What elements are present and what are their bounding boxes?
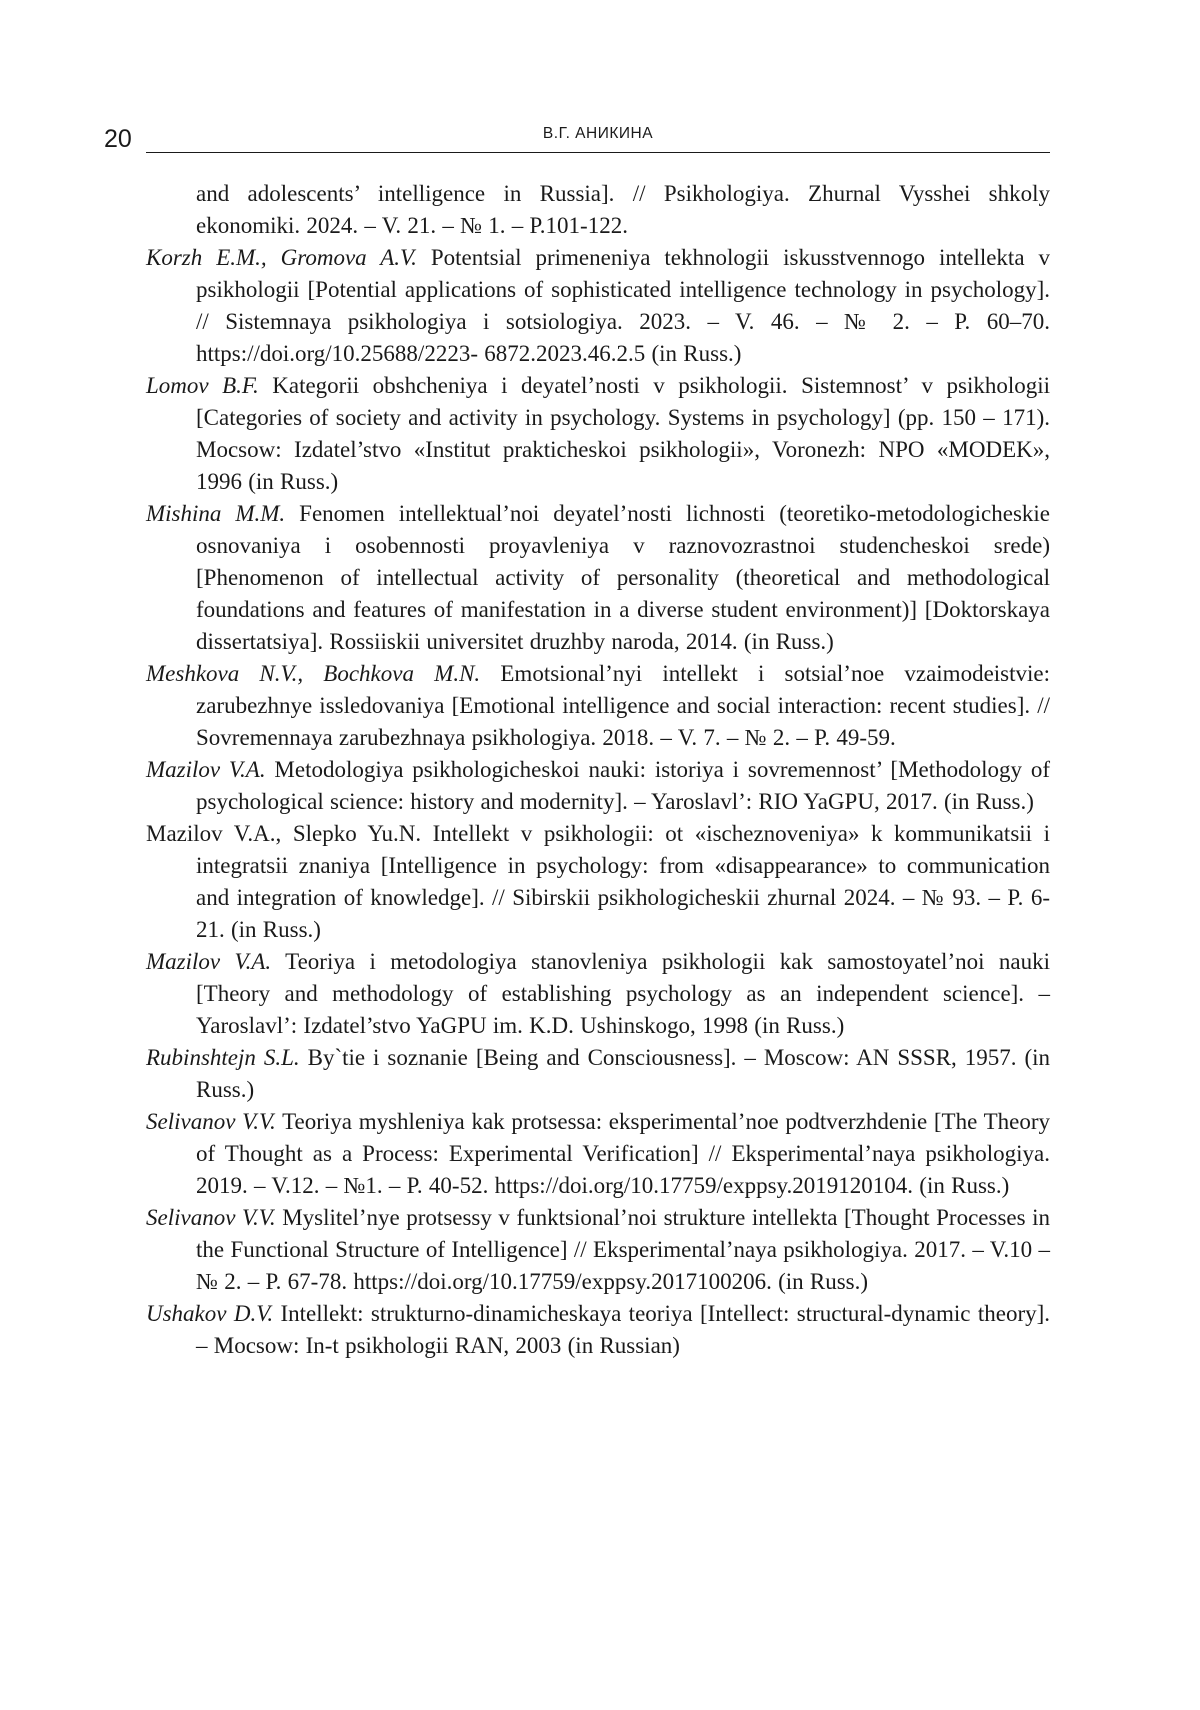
reference-entry [146,818,1050,946]
reference-text: Potentsial primeneniya tekhnologii iskusstvennogo intellekta v psikhologii [Potential applications of sophisticated intelligence technology in psychology]. // Sistemnaya psikhologiya i sotsiologiya. 2023. – V. 46. – № 2. – P. 60–70. https://doi.org/10.25688/2223- 6872.2023.46.2.5 (in Russ.) [196,245,1050,366]
reference-text: Fenomen intellektual’noi deyatel’nosti lichnosti (teoretiko-metodologicheskie osnovaniya i osobennosti proyavleniya v raznovozrastnoi studencheskoi srede) [Phenomenon of intellectual activity of personality (theoretical and methodological foundations and features of manifestation in a diverse student environment)] [Doktorskaya dissertatsiya]. Rossiiskii universitet druzhby naroda, 2014. (in Russ.) [196,501,1050,654]
reference-entry [146,946,1050,1042]
reference-text: Kategorii obshcheniya i deyatel’nosti v psikhologii. Sistemnost’ v psikhologii [Categories of society and activity in psychology. Systems in psychology] (pp. 150 – 171). Mocsow: Izdatel’stvo «Institut prakticheskoi psikhologii», Voronezh: NPO «MODEK», 1996 (in Russ.) [196,373,1050,494]
reference-entry [146,754,1050,818]
reference-authors: Selivanov V.V. [146,1109,276,1134]
reference-entry [146,1042,1050,1106]
reference-text: By`tie i soznanie [Being and Consciousness]. – Moscow: AN SSSR, 1957. (in Russ.) [196,1045,1051,1102]
reference-entry [146,498,1050,658]
reference-entry [146,1202,1050,1298]
reference-text: Emotsional’nyi intellekt i sotsial’noe vzaimodeistvie: zarubezhnye issledovaniya [Emotional intelligence and social interaction: recent studies]. // Sovremennaya zarubezhnaya psikhologiya. 2018. – V. 7. – № 2. – P. 49-59. [196,661,1050,750]
reference-authors: Meshkova N.V., Bochkova M.N. [146,661,481,686]
reference-text: Myslitel’nye protsessy v funktsional’noi strukture intellekta [Thought Processes in the Functional Structure of Intelligence] // Eksperimental’naya psikhologiya. 2017. – V.10 – № 2. – P. 67-78. https://doi.org/10.17759/exppsy.2017100206. (in Russ.) [196,1205,1051,1294]
reference-text: Mazilov V.A., Slepko Yu.N. Intellekt v psikhologii: ot «ischeznoveniya» k kommunikatsii i integratsii znaniya [Intelligence in psychology: from «disappearance» to communication and integration of knowledge]. // Sibirskii psikhologicheskii zhurnal 2024. – № 93. – P. 6-21. (in Russ.) [146,821,1050,942]
reference-text: Teoriya i metodologiya stanovleniya psikhologii kak samostoyatel’noi nauki [Theory and methodology of establishing psychology as an independent science]. – Yaroslavl’: Izdatel’stvo YaGPU im. K.D. Ushinskogo, 1998 (in Russ.) [196,949,1051,1038]
reference-list [146,178,1050,1362]
reference-text: Intellekt: strukturno-dinamicheskaya teoriya [Intellect: structural-dynamic theory]. – Mocsow: In-t psikhologii RAN, 2003 (in Russian) [196,1301,1051,1358]
reference-entry [146,658,1050,754]
reference-authors: Mazilov V.A. [146,757,266,782]
header-rule [146,152,1050,153]
reference-entry [146,1298,1050,1362]
reference-authors: Mishina M.M. [146,501,286,526]
reference-text: and adolescents’ intelligence in Russia]. // Psikhologiya. Zhurnal Vysshei shkoly ekonomiki. 2024. – V. 21. – № 1. – P.101-122. [196,181,1050,238]
reference-text: Metodologiya psikhologicheskoi nauki: istoriya i sovremennost’ [Methodology of psychological science: history and modernity]. – Yaroslavl’: RIO YaGPU, 2017. (in Russ.) [196,757,1051,814]
running-head: В.Г. АНИКИНА [542,125,654,142]
page-number: 20 [104,125,132,153]
reference-authors: Lomov B.F. [146,373,259,398]
reference-authors: Mazilov V.A. [146,949,272,974]
reference-authors: Rubinshtejn S.L. [146,1045,300,1070]
reference-entry-continued [146,178,1050,242]
reference-authors: Selivanov V.V. [146,1205,276,1230]
reference-entry [146,1106,1050,1202]
reference-authors: Ushakov D.V. [146,1301,274,1326]
reference-entry [146,242,1050,370]
reference-entry [146,370,1050,498]
reference-authors: Korzh E.M., Gromova A.V. [146,245,417,270]
reference-text: Teoriya myshleniya kak protsessa: eksperimental’noe podtverzhdenie [The Theory of Thought as a Process: Experimental Verification] // Eksperimental’naya psikhologiya. 2019. – V.12. – №1. – P. 40-52. https://doi.org/10.17759/exppsy.2019120104. (in Russ.) [196,1109,1050,1198]
